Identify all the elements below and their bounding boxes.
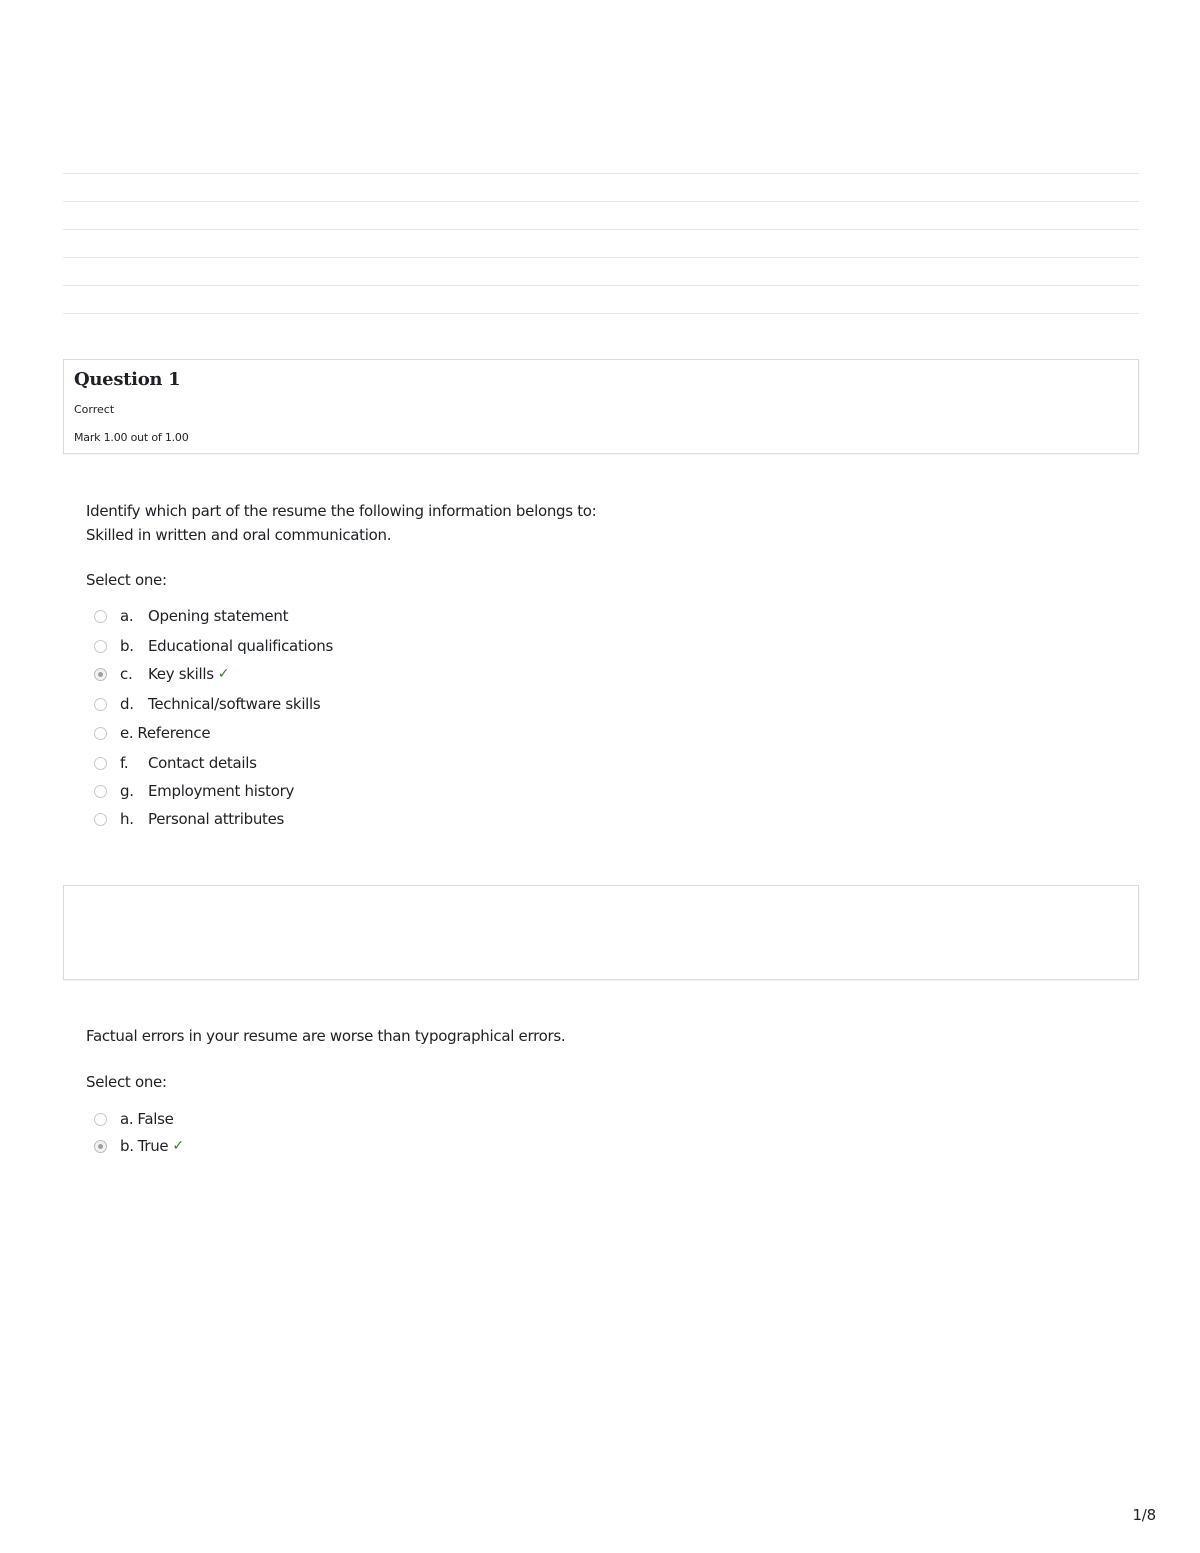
question-text-line: Skilled in written and oral communication. (86, 526, 392, 544)
correct-check-icon: ✓ (217, 666, 230, 682)
radio-button[interactable] (94, 1113, 107, 1126)
summary-row-divider (63, 313, 1139, 314)
option-label: Key skills (148, 665, 214, 683)
select-one-prompt: Select one: (86, 1073, 167, 1091)
option-label: False (137, 1110, 174, 1128)
question-1-info-box (63, 359, 1139, 454)
radio-button[interactable] (94, 757, 107, 770)
option-letter: h. (120, 810, 134, 828)
option-label: Educational qualifications (148, 637, 333, 655)
option-label: Contact details (148, 754, 257, 772)
radio-button-selected[interactable] (94, 1140, 107, 1153)
question-text-line: Factual errors in your resume are worse than typographical errors. (86, 1027, 566, 1045)
select-one-prompt: Select one: (86, 571, 167, 589)
summary-row-divider (63, 285, 1139, 286)
radio-button[interactable] (94, 640, 107, 653)
option-letter: b. (120, 637, 134, 655)
radio-button[interactable] (94, 785, 107, 798)
question-2-text (86, 1024, 565, 1048)
option-letter: d. (120, 695, 134, 713)
radio-button[interactable] (94, 813, 107, 826)
answer-option-b[interactable] (94, 635, 333, 657)
summary-row-divider (63, 229, 1139, 230)
summary-row-divider (63, 173, 1139, 174)
option-letter: b. (120, 1137, 134, 1155)
option-letter: a. (120, 1110, 134, 1128)
question-text-line: Identify which part of the resume the following information belongs to: (86, 502, 597, 520)
radio-button-selected[interactable] (94, 668, 107, 681)
answer-option-a[interactable] (94, 605, 288, 627)
option-letter: g. (120, 782, 134, 800)
page-indicator: 1/8 (1132, 1506, 1156, 1524)
correct-check-icon: ✓ (172, 1138, 184, 1154)
answer-option-false[interactable] (94, 1108, 174, 1130)
option-label: Technical/software skills (148, 695, 321, 713)
answer-option-c[interactable] (94, 663, 229, 685)
answer-option-g[interactable] (94, 780, 294, 802)
radio-button[interactable] (94, 698, 107, 711)
question-grade: Mark 1.00 out of 1.00 (74, 431, 189, 444)
answer-option-h[interactable] (94, 808, 284, 830)
answer-option-true[interactable] (94, 1135, 184, 1157)
option-label: Opening statement (148, 607, 289, 625)
radio-button[interactable] (94, 727, 107, 740)
question-1-text (86, 499, 596, 547)
summary-row-divider (63, 201, 1139, 202)
summary-row-divider (63, 257, 1139, 258)
radio-button[interactable] (94, 610, 107, 623)
option-letter: e. (120, 724, 134, 742)
option-label: Reference (137, 724, 211, 742)
question-2-info-box (63, 885, 1139, 980)
option-letter: f. (120, 754, 129, 772)
option-letter: c. (120, 665, 133, 683)
answer-option-e[interactable] (94, 722, 210, 744)
option-label: Personal attributes (148, 810, 285, 828)
option-letter: a. (120, 607, 134, 625)
answer-option-d[interactable] (94, 693, 320, 715)
question-state: Correct (74, 403, 115, 416)
option-label: True (137, 1137, 169, 1155)
question-number: Question 1 (74, 369, 181, 390)
answer-option-f[interactable] (94, 752, 257, 774)
option-label: Employment history (148, 782, 295, 800)
